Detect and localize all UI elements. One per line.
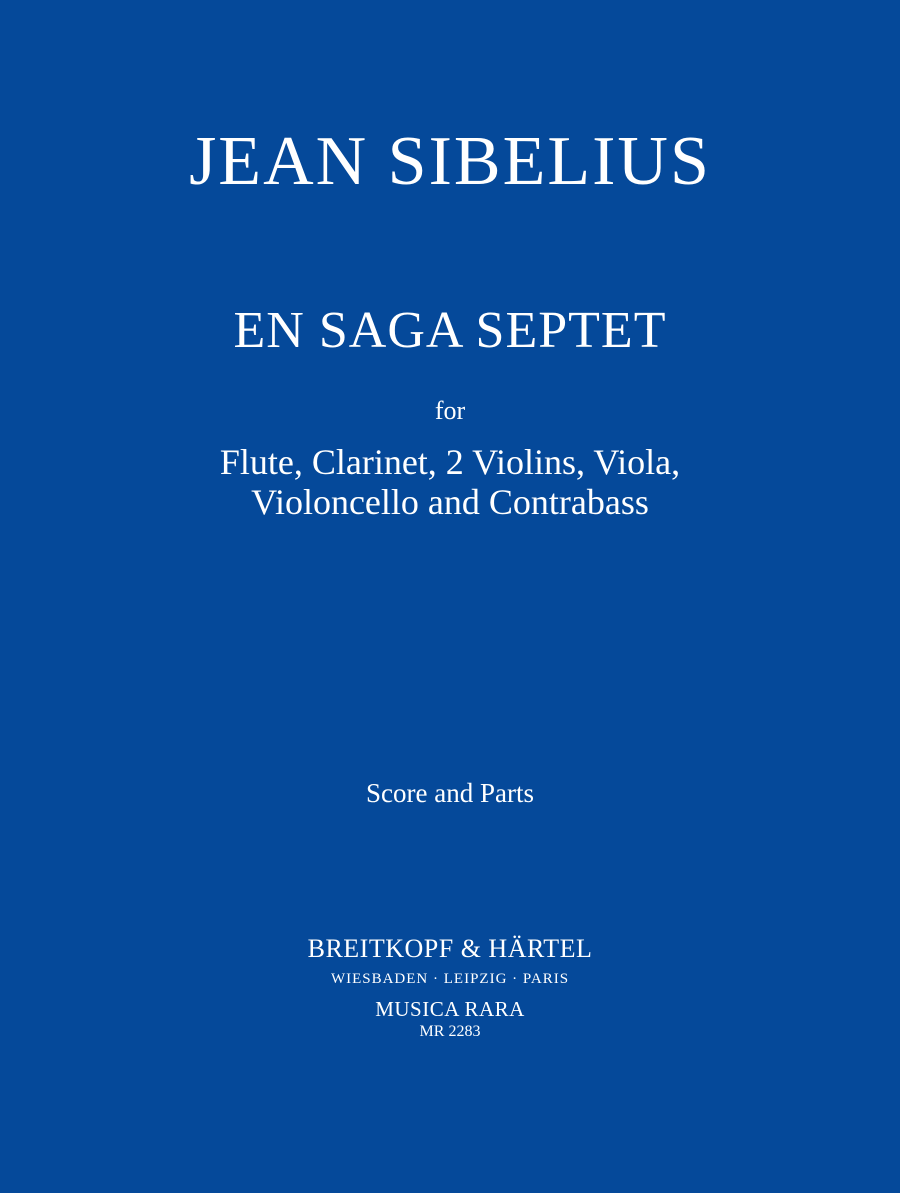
publisher-name: BREITKOPF & HÄRTEL xyxy=(307,934,593,963)
instrumentation-line-2: Violoncello and Contrabass xyxy=(251,482,649,522)
for-label: for xyxy=(434,396,466,425)
composer-name: JEAN SIBELIUS xyxy=(189,123,711,200)
imprint-name: MUSICA RARA xyxy=(375,997,525,1021)
publisher-cities: WIESBADEN · LEIPZIG · PARIS xyxy=(330,971,570,987)
catalog-number: MR 2283 xyxy=(419,1023,481,1040)
instrumentation-line-1: Flute, Clarinet, 2 Violins, Viola, xyxy=(219,442,681,482)
work-title: EN SAGA SEPTET xyxy=(233,302,667,359)
edition-type: Score and Parts xyxy=(366,778,534,808)
